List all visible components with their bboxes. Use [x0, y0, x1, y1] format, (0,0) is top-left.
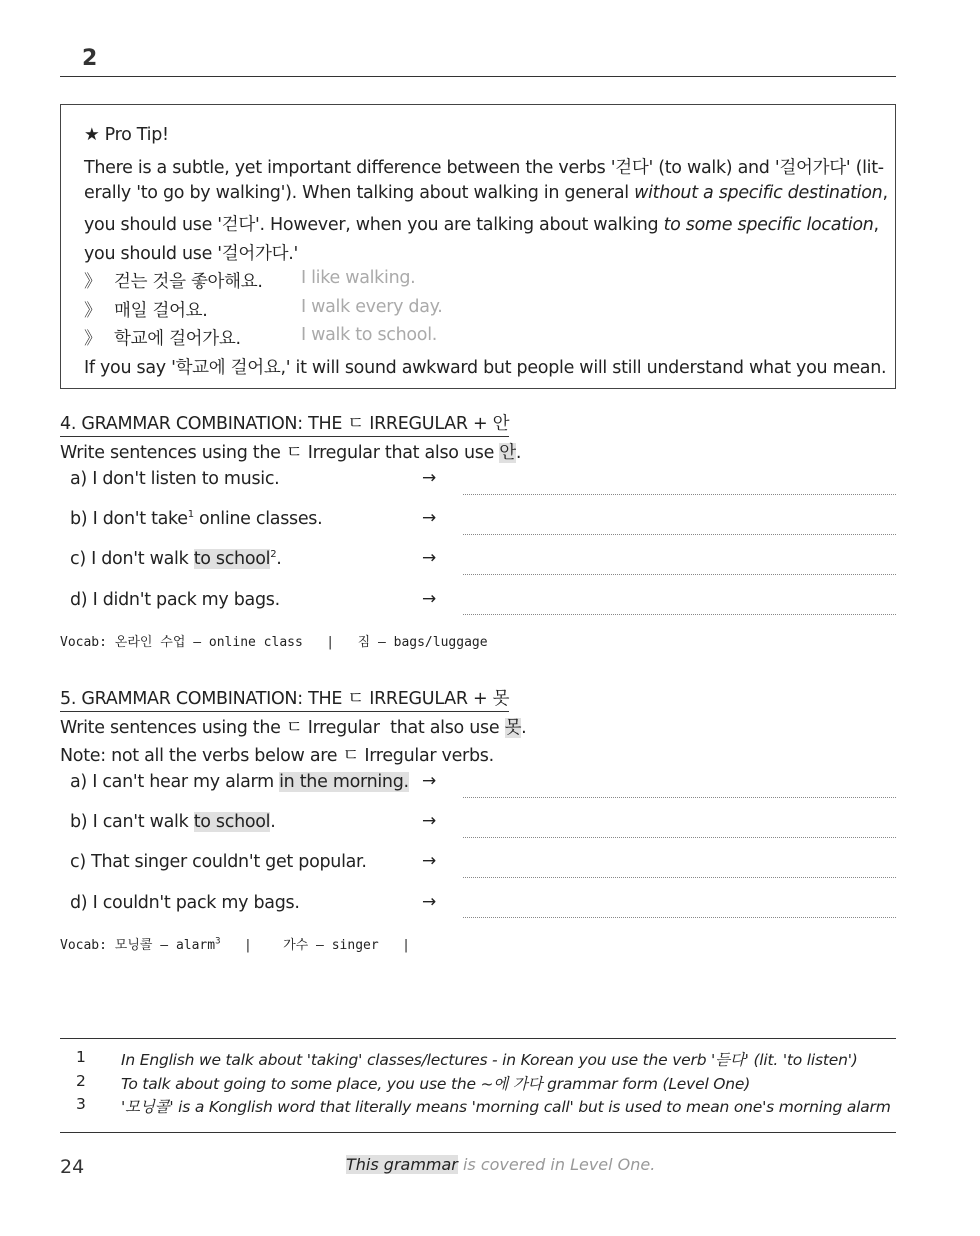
pro-tip-title: ★ Pro Tip! [84, 125, 169, 145]
text: is covered in Level One. [457, 1155, 656, 1174]
emphasis: to some specific location [663, 215, 874, 235]
pro-tip-line: you should use '걸어가다.' [84, 244, 298, 264]
text: Write sentences using the ㄷ Irregular that also use [60, 718, 505, 738]
example-korean: 걷는 것을 좋아해요. [114, 272, 263, 292]
highlight: 못 [504, 718, 522, 738]
question-b [70, 509, 322, 529]
section-5-note: Note: not all the verbs below are ㄷ Irregular verbs. [60, 746, 494, 766]
footnote-ref: 2 [270, 549, 277, 561]
text: a) I can't hear my alarm [70, 772, 280, 792]
question-c: c) That singer couldn't get popular. [70, 852, 367, 872]
answer-line[interactable] [463, 877, 896, 878]
section-4-instructions [60, 439, 521, 464]
answer-line[interactable] [463, 837, 896, 838]
answer-line[interactable] [463, 614, 896, 615]
pro-tip-line: There is a subtle, yet important difference between the verbs '걷다' (to walk) and '걸어가다' (lit- [84, 158, 884, 178]
text: . [515, 443, 522, 463]
footnote-number: 2 [76, 1072, 86, 1090]
text: erally 'to go by walking'). When talking about walking in general [84, 183, 635, 203]
section-5-instructions [60, 714, 526, 739]
footer-rule [60, 1132, 896, 1133]
question-d: d) I didn't pack my bags. [70, 590, 280, 610]
page-number: 24 [60, 1156, 85, 1178]
answer-line[interactable] [463, 574, 896, 575]
question-a: a) I don't listen to music. [70, 469, 280, 489]
question-b [70, 812, 276, 832]
question-d: d) I couldn't pack my bags. [70, 893, 300, 913]
text: online classes. [193, 509, 323, 529]
highlight: to school [193, 549, 271, 569]
text: , [873, 215, 879, 235]
emphasis: without a specific destination [634, 183, 883, 203]
answer-line[interactable] [463, 494, 896, 495]
question-a [70, 772, 409, 792]
question-c [70, 549, 282, 569]
answer-line[interactable] [463, 797, 896, 798]
level-logo: 2 [82, 46, 98, 71]
pro-tip-line [84, 183, 888, 203]
footnote-text: In English we talk about 'taking' classes/lectures - in Korean you use the verb '듣다' (lit. 'to listen') [121, 1051, 858, 1069]
example-korean: 매일 걸어요. [114, 301, 208, 321]
text: . [276, 549, 282, 569]
text: b) I can't walk [70, 812, 194, 832]
footnote-number: 3 [76, 1095, 86, 1113]
example-english: I walk to school. [301, 325, 438, 345]
footnote-rule [60, 1038, 896, 1039]
text: Vocab: 모닝콜 – alarm [60, 938, 216, 953]
answer-line[interactable] [463, 917, 896, 918]
text: , [882, 183, 888, 203]
footer-note [346, 1155, 655, 1174]
text: . [521, 718, 527, 738]
example-korean: 학교에 걸어가요. [114, 329, 241, 349]
example-english: I like walking. [301, 268, 416, 288]
arrow-icon: → [422, 892, 437, 912]
text: you should use '걷다'. However, when you are talking about walking [84, 215, 664, 235]
arrow-icon: → [422, 771, 437, 791]
text: Write sentences using the ㄷ Irregular that also use [60, 443, 500, 463]
example-english: I walk every day. [301, 297, 443, 317]
text: | 가수 – singer | [220, 938, 410, 953]
vocab-note: Vocab: 온라인 수업 – online class | 짐 – bags/luggage [60, 635, 488, 650]
text: c) I don't walk [70, 549, 194, 569]
arrow-icon: → [422, 851, 437, 871]
section-5-title: 5. GRAMMAR COMBINATION: THE ㄷ IRREGULAR + 못 [60, 685, 509, 712]
vocab-note [60, 934, 410, 953]
arrow-icon: → [422, 468, 437, 488]
answer-line[interactable] [463, 534, 896, 535]
section-4-title: 4. GRAMMAR COMBINATION: THE ㄷ IRREGULAR + 안 [60, 410, 509, 437]
footnote-text: To talk about going to some place, you use the ~에 가다 grammar form (Level One) [121, 1075, 751, 1093]
text: . [270, 812, 276, 832]
arrow-icon: → [422, 589, 437, 609]
pro-tip-closing: If you say '학교에 걸어요,' it will sound awkward but people will still understand what you mean. [84, 358, 887, 378]
arrow-icon: → [422, 811, 437, 831]
bullet-icon: 》 [84, 272, 102, 292]
text: b) I don't take [70, 509, 188, 529]
highlight: in the morning. [279, 772, 409, 792]
header-rule [60, 76, 896, 77]
bullet-icon: 》 [84, 301, 102, 321]
bullet-icon: 》 [84, 329, 102, 349]
footnote-ref: 3 [215, 936, 221, 947]
highlight: 안 [499, 443, 516, 463]
arrow-icon: → [422, 548, 437, 568]
pro-tip-line [84, 211, 879, 236]
arrow-icon: → [422, 508, 437, 528]
footnote-text: '모닝콜' is a Konglish word that literally means 'morning call' but is used to mean one's morning alarm [121, 1098, 891, 1116]
footnote-ref: 1 [187, 509, 194, 521]
footnote-number: 1 [76, 1048, 86, 1066]
highlight: to school [193, 812, 271, 832]
highlight: This grammar [346, 1155, 458, 1174]
